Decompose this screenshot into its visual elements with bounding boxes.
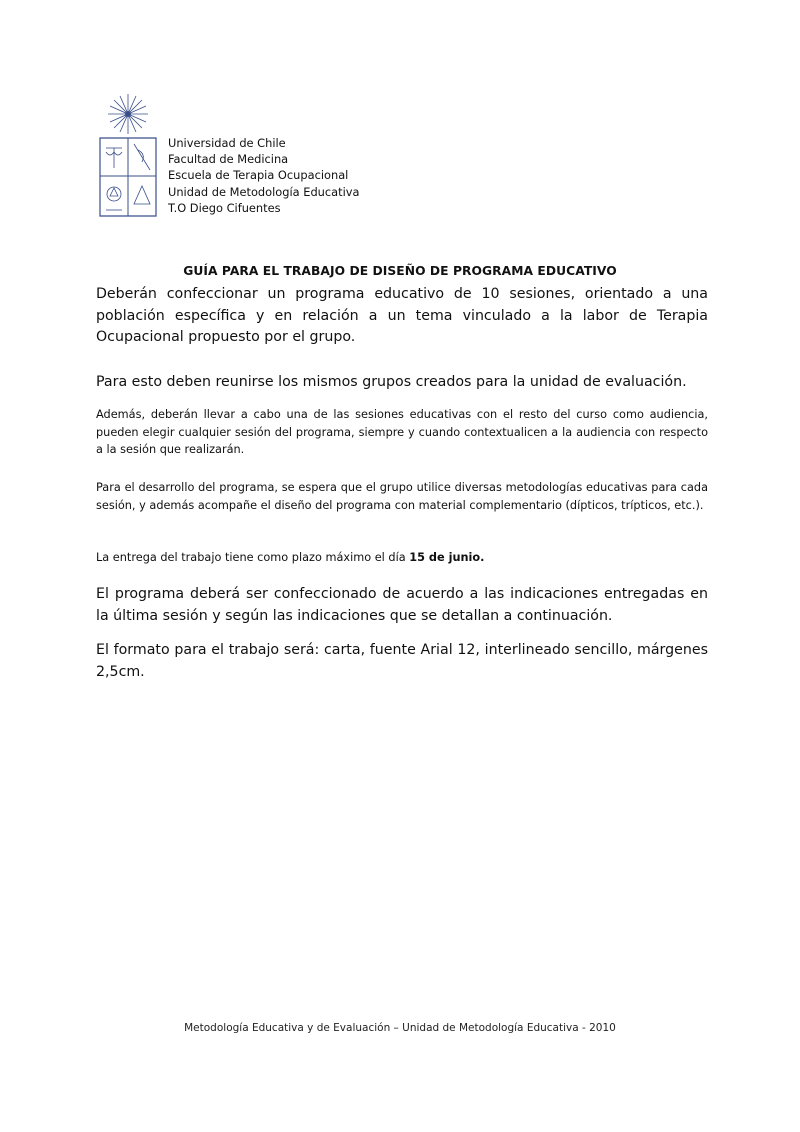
seal-icon (96, 92, 160, 220)
paragraph-groups: Para esto deben reunirse los mismos grupos creados para la unidad de evaluación. (96, 374, 687, 390)
document-title: GUÍA PARA EL TRABAJO DE DISEÑO DE PROGRAMA EDUCATIVO (183, 264, 617, 278)
institution-line-faculty: Facultad de Medicina (168, 152, 289, 167)
paragraph-format: El formato para el trabajo será: carta, fuente Arial 12, interlineado sencillo, márgenes 2,5cm. (96, 642, 708, 680)
university-seal-logo (96, 92, 160, 220)
institution-line-unit: Unidad de Metodología Educativa (168, 184, 360, 199)
page-footer: Metodología Educativa y de Evaluación – Unidad de Metodología Educativa - 2010 (184, 1022, 616, 1034)
institution-line-school: Escuela de Terapia Ocupacional (168, 168, 349, 183)
paragraph-development: Para el desarrollo del programa, se espera que el grupo utilice diversas metodologías educativas para cada sesión, y además acompañe el diseño del programa con material complementario (dípticos, trípticos, etc.). (96, 481, 708, 512)
paragraph-deadline (96, 549, 708, 567)
institution-header (168, 135, 359, 216)
paragraph-session: Además, deberán llevar a cabo una de las sesiones educativas con el resto del curso como audiencia, pueden elegir cualquier sesión del programa, siempre y cuando contextualicen a la audiencia con respecto a la sesión que realizarán. (96, 408, 708, 457)
paragraph-intro: Deberán confeccionar un programa educativo de 10 sesiones, orientado a una población específica y en relación a un tema vinculado a la labor de Terapia Ocupacional propuesto por el grupo. (96, 286, 708, 345)
institution-line-author: T.O Diego Cifuentes (168, 200, 281, 215)
deadline-text: La entrega del trabajo tiene como plazo máximo el día (96, 551, 410, 564)
deadline-date: 15 de junio. (409, 551, 485, 564)
paragraph-instructions: El programa deberá ser confeccionado de acuerdo a las indicaciones entregadas en la última sesión y según las indicaciones que se detallan a continuación. (96, 586, 708, 624)
institution-line-university: Universidad de Chile (168, 136, 286, 150)
